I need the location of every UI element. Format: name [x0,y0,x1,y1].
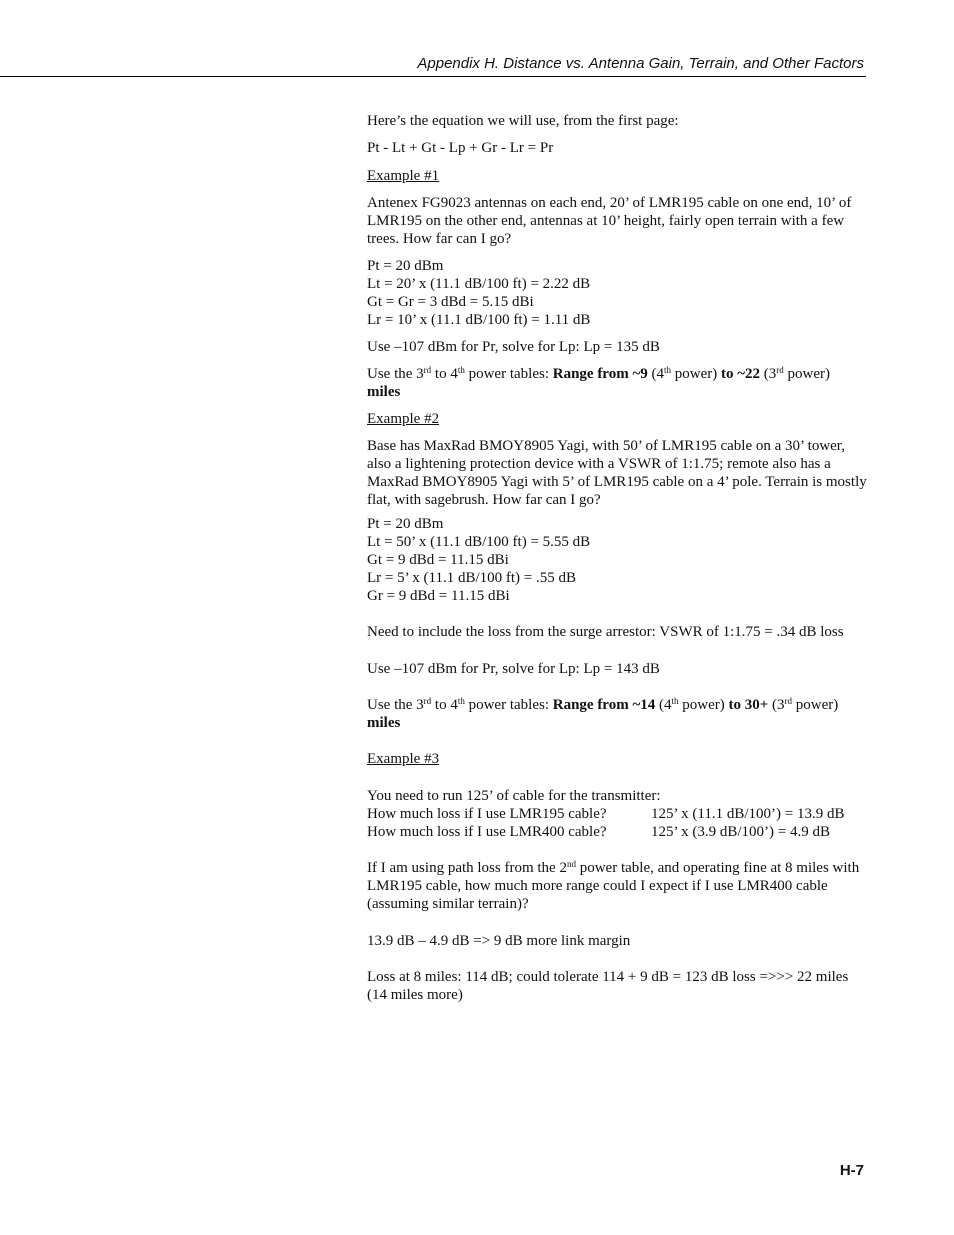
text: (3 [768,697,785,713]
example-2-surge: Need to include the loss from the surge arrestor: VSWR of 1:1.75 = .34 dB loss [367,624,844,640]
example-1-solve: Use –107 dBm for Pr, solve for Lp: Lp = 135 dB [367,339,660,355]
page-number: H-7 [839,1162,864,1179]
range-unit: miles [367,384,401,400]
superscript: rd [423,365,432,375]
value-line: Lt = 20’ x (11.1 dB/100 ft) = 2.22 dB [367,276,591,292]
example-3-margin: 13.9 dB – 4.9 dB => 9 dB more link margin [367,933,631,949]
example-3-question [367,859,867,913]
example-2-description: Base has MaxRad BMOY8905 Yagi, with 50’ of LMR195 cable on a 30’ tower, also a lightening protection device with a VSWR of 1:1.75; remote also has a MaxRad BMOY8905 Yagi with 5’ of LMR195 cable on a 4’ pole. Terrain is mostly flat, with sagebrush. How far can I go? [367,438,867,508]
page-header-title: Appendix H. Distance vs. Antenna Gain, Terrain, and Other Factors [417,55,864,72]
cable-loss-answer: 125’ x (11.1 dB/100’) = 13.9 dB [651,806,845,822]
range-high: to ~22 [721,366,761,382]
superscript: rd [423,696,432,706]
range-high: to 30+ [728,697,769,713]
intro-line: Here’s the equation we will use, from the first page: [367,113,679,129]
example-1-heading: Example #1 [367,168,440,184]
example-1-values [367,257,867,329]
example-3-conclusion: Loss at 8 miles: 114 dB; could tolerate 114 + 9 dB = 123 dB loss =>>> 22 miles (14 miles more) [367,969,849,1003]
text: (4 [647,366,664,382]
range-low: Range from ~9 [552,366,648,382]
cable-loss-row [367,805,867,823]
text: to 4 [431,697,458,713]
superscript: th [664,365,672,375]
example-3-intro: You need to run 125’ of cable for the transmitter: [367,788,661,804]
value-line: Gt = 9 dBd = 11.15 dBi [367,552,509,568]
range-low: Range from ~14 [552,697,656,713]
text: power) [671,366,721,382]
example-1-description: Antenex FG9023 antennas on each end, 20’ of LMR195 cable on one end, 10’ of LMR195 on the other end, antennas at 10’ height, fairly open terrain with a few trees. How far can I go? [367,195,852,247]
text: power) [792,697,839,713]
cable-loss-row [367,823,867,841]
text: (4 [655,697,672,713]
text: (3 [760,366,777,382]
superscript: nd [566,859,576,869]
superscript: th [457,696,465,706]
value-line: Gr = 9 dBd = 11.15 dBi [367,588,510,604]
text: power) [783,366,831,382]
cable-loss-question: How much loss if I use LMR195 cable? [367,806,607,822]
value-line: Pt = 20 dBm [367,516,444,532]
superscript: th [457,365,465,375]
text: Use the 3 [367,697,424,713]
header-divider [0,76,866,77]
example-2-solve: Use –107 dBm for Pr, solve for Lp: Lp = 143 dB [367,661,660,677]
example-2-values [367,515,867,605]
superscript: rd [776,365,784,375]
value-line: Lr = 10’ x (11.1 dB/100 ft) = 1.11 dB [367,312,591,328]
text: power) [678,697,729,713]
text: If I am using path loss from the 2 [367,860,567,876]
text: power table, and operating fine at 8 miles with LMR195 cable, how much more range could I expect if I use LMR400 cable (assuming similar terrain)? [367,860,860,912]
example-3-heading: Example #3 [367,751,440,767]
example-2-heading: Example #2 [367,411,440,427]
cable-loss-question: How much loss if I use LMR400 cable? [367,824,607,840]
text: to 4 [431,366,458,382]
superscript: th [671,696,679,706]
example-2-range [367,696,867,732]
text: power tables: [464,697,553,713]
text: Use the 3 [367,366,424,382]
value-line: Lt = 50’ x (11.1 dB/100 ft) = 5.55 dB [367,534,591,550]
value-line: Gt = Gr = 3 dBd = 5.15 dBi [367,294,534,310]
main-content [367,112,867,1004]
range-unit: miles [367,715,401,731]
equation: Pt - Lt + Gt - Lp + Gr - Lr = Pr [367,140,554,156]
cable-loss-answer: 125’ x (3.9 dB/100’) = 4.9 dB [651,824,831,840]
value-line: Lr = 5’ x (11.1 dB/100 ft) = .55 dB [367,570,576,586]
superscript: rd [784,696,793,706]
value-line: Pt = 20 dBm [367,258,444,274]
example-1-range [367,365,867,401]
text: power tables: [464,366,553,382]
